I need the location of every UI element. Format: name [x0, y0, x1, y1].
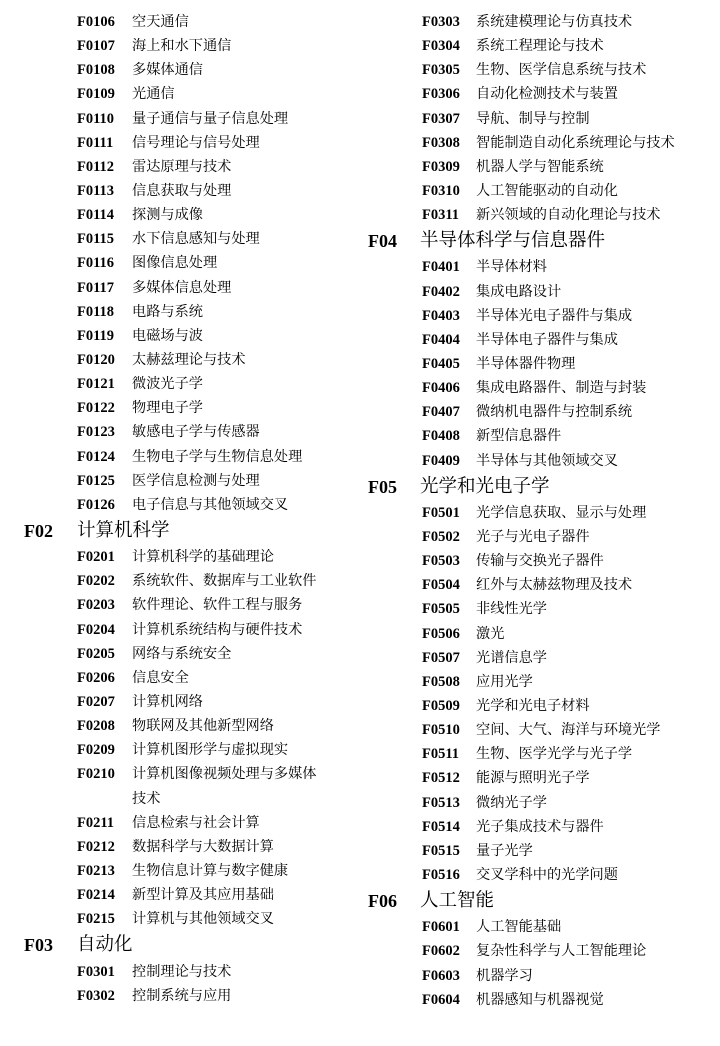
list-item	[362, 352, 720, 376]
item-label: 计算机系统结构与硬件技术	[132, 621, 303, 638]
item-code: F0210	[77, 766, 115, 783]
list-item	[0, 469, 362, 493]
item-code: F0310	[422, 182, 460, 199]
list-item	[0, 545, 362, 569]
item-code: F0209	[77, 742, 115, 759]
list-item	[0, 155, 362, 179]
item-code: F0205	[77, 645, 115, 662]
right-column	[362, 10, 720, 1012]
list-item	[362, 597, 720, 621]
item-code: F0201	[77, 549, 115, 566]
item-label: 机器感知与机器视觉	[476, 991, 604, 1008]
item-label: 多媒体通信	[132, 62, 203, 79]
list-item	[362, 58, 720, 82]
list-item	[362, 82, 720, 106]
item-label: 复杂性科学与人工智能理论	[476, 943, 647, 960]
section-code: F05	[368, 476, 397, 497]
item-code: F0303	[422, 14, 460, 30]
list-item	[362, 988, 720, 1012]
list-item	[0, 762, 362, 786]
item-label: 能源与照明光子学	[476, 770, 590, 787]
item-label: 医学信息检测与处理	[132, 472, 260, 489]
list-item	[0, 984, 362, 1008]
item-label: 半导体光电子器件与集成	[476, 307, 633, 324]
list-item	[362, 155, 720, 179]
item-label: 应用光学	[476, 673, 533, 690]
section-title: 人工智能	[420, 890, 495, 912]
list-item	[362, 449, 720, 473]
item-code: F0508	[422, 673, 460, 690]
list-item	[362, 280, 720, 304]
list-item	[0, 811, 362, 835]
list-item	[0, 372, 362, 396]
item-code: F0110	[77, 110, 115, 127]
item-label: 半导体电子器件与集成	[476, 331, 618, 348]
list-item	[362, 255, 720, 279]
item-label: 计算机网络	[132, 693, 203, 710]
item-label: 敏感电子学与传感器	[132, 424, 260, 441]
section-title: 半导体科学与信息器件	[420, 230, 606, 252]
item-label: 网络与系统安全	[132, 645, 232, 662]
list-item	[0, 276, 362, 300]
left-column	[0, 10, 362, 1008]
item-label: 半导体器件物理	[476, 356, 576, 373]
item-label: 物理电子学	[132, 400, 203, 417]
item-label: 人工智能驱动的自动化	[476, 182, 618, 199]
list-item	[0, 58, 362, 82]
item-label: 微波光子学	[132, 376, 203, 393]
list-item	[0, 348, 362, 372]
item-code: F0509	[422, 698, 460, 715]
item-code: F0116	[77, 255, 115, 272]
item-code: F0215	[77, 911, 115, 928]
list-item	[362, 766, 720, 790]
item-code: F0121	[77, 376, 115, 393]
section-title: 自动化	[77, 934, 133, 956]
list-item	[0, 593, 362, 617]
item-code: F0403	[422, 307, 460, 324]
item-code: F0513	[422, 794, 460, 811]
item-label: 新兴领域的自动化理论与技术	[476, 207, 661, 224]
item-label: 传输与交换光子器件	[476, 553, 604, 570]
item-label: 光子集成技术与器件	[476, 818, 604, 835]
item-label: 物联网及其他新型网络	[132, 718, 274, 735]
list-item	[362, 328, 720, 352]
list-item	[0, 203, 362, 227]
list-item-continuation	[0, 787, 362, 811]
list-item	[362, 646, 720, 670]
section-code: F06	[368, 891, 397, 912]
item-code: F0212	[77, 838, 115, 855]
item-code: F0302	[77, 987, 115, 1004]
item-code: F0112	[77, 158, 115, 175]
section-title: 光学和光电子学	[420, 475, 550, 497]
item-code: F0516	[422, 867, 460, 884]
item-label: 控制理论与技术	[132, 963, 232, 980]
item-label: 微纳光子学	[476, 794, 547, 811]
item-code: F0406	[422, 380, 460, 397]
list-item	[362, 549, 720, 573]
item-label: 光学信息获取、显示与处理	[476, 504, 647, 521]
list-item	[362, 501, 720, 525]
item-label: 图像信息处理	[132, 255, 218, 272]
section-heading	[362, 473, 720, 501]
list-item	[362, 791, 720, 815]
item-label: 数据科学与大数据计算	[132, 838, 274, 855]
list-item	[0, 82, 362, 106]
item-code: F0307	[422, 110, 460, 127]
section-title: 计算机科学	[77, 519, 170, 541]
item-label: 量子光学	[476, 842, 533, 859]
item-label: 集成电路器件、制造与封装	[476, 380, 647, 397]
list-item	[0, 859, 362, 883]
section-heading	[0, 931, 362, 959]
list-item	[0, 324, 362, 348]
item-label: 系统工程理论与技术	[476, 38, 604, 55]
item-code: F0115	[77, 231, 115, 248]
item-code: F0309	[422, 158, 460, 175]
item-code: F0505	[422, 601, 460, 618]
section-code: F03	[24, 935, 53, 956]
item-code: F0511	[422, 746, 460, 763]
item-code: F0602	[422, 943, 460, 960]
item-code: F0202	[77, 573, 115, 590]
item-code: F0203	[77, 597, 115, 614]
list-item	[362, 304, 720, 328]
list-item	[362, 203, 720, 227]
item-code: F0111	[77, 134, 114, 151]
item-label: 光学和光电子材料	[476, 698, 590, 715]
item-code: F0507	[422, 649, 460, 666]
item-code: F0401	[422, 259, 460, 276]
item-label: 空间、大气、海洋与环境光学	[476, 722, 661, 739]
item-code: F0109	[77, 86, 115, 103]
list-item	[0, 883, 362, 907]
section-code: F02	[24, 520, 53, 541]
item-label: 电子信息与其他领域交叉	[132, 496, 289, 513]
item-code: F0107	[77, 38, 115, 55]
item-code: F0311	[422, 207, 460, 224]
section-heading	[362, 227, 720, 255]
item-code: F0301	[77, 963, 115, 980]
item-label: 电磁场与波	[132, 327, 203, 344]
item-label: 计算机图像视频处理与多媒体	[132, 766, 317, 783]
item-code: F0117	[77, 279, 115, 296]
list-item	[362, 915, 720, 939]
list-item	[0, 569, 362, 593]
item-code: F0306	[422, 86, 460, 103]
item-code: F0113	[77, 182, 115, 199]
list-item	[0, 690, 362, 714]
list-item	[0, 714, 362, 738]
section-code: F04	[368, 231, 397, 252]
list-item	[0, 251, 362, 275]
list-item	[0, 227, 362, 251]
section-heading	[362, 887, 720, 915]
item-label: 海上和水下通信	[132, 38, 232, 55]
item-code: F0118	[77, 303, 115, 320]
item-code: F0515	[422, 842, 460, 859]
item-label: 计算机与其他领域交叉	[132, 911, 274, 928]
item-label: 半导体与其他领域交叉	[476, 452, 618, 469]
list-item	[362, 424, 720, 448]
item-label: 生物、医学光学与光子学	[476, 746, 633, 763]
item-code: F0501	[422, 504, 460, 521]
list-item	[0, 34, 362, 58]
item-label: 计算机科学的基础理论	[132, 549, 274, 566]
item-label: 雷达原理与技术	[132, 158, 232, 175]
item-label: 生物、医学信息系统与技术	[476, 62, 647, 79]
item-code: F0604	[422, 991, 460, 1008]
item-label: 探测与成像	[132, 207, 203, 224]
list-item	[0, 107, 362, 131]
item-label: 非线性光学	[476, 601, 547, 618]
item-label: 红外与太赫兹物理及技术	[476, 577, 633, 594]
item-label: 控制系统与应用	[132, 987, 232, 1004]
item-label: 软件理论、软件工程与服务	[132, 597, 303, 614]
item-code: F0126	[77, 496, 115, 513]
item-code: F0120	[77, 351, 115, 368]
list-item	[362, 839, 720, 863]
item-label: 集成电路设计	[476, 283, 562, 300]
item-label: 系统软件、数据库与工业软件	[132, 573, 317, 590]
item-label: 光谱信息学	[476, 649, 547, 666]
item-code: F0213	[77, 862, 115, 879]
list-item	[0, 907, 362, 931]
item-label: 信息安全	[132, 669, 189, 686]
list-item	[362, 131, 720, 155]
list-item	[362, 939, 720, 963]
list-item	[362, 742, 720, 766]
item-label: 自动化检测技术与装置	[476, 86, 618, 103]
item-code: F0119	[77, 327, 115, 344]
item-code: F0305	[422, 62, 460, 79]
item-label: 技术	[132, 790, 161, 807]
item-label: 计算机图形学与虚拟现实	[132, 742, 289, 759]
item-label: 太赫兹理论与技术	[132, 351, 246, 368]
item-label: 导航、制导与控制	[476, 110, 590, 127]
list-item	[0, 420, 362, 444]
item-code: F0125	[77, 472, 115, 489]
item-code: F0512	[422, 770, 460, 787]
list-item	[362, 863, 720, 887]
list-item	[0, 10, 362, 34]
item-code: F0514	[422, 818, 460, 835]
item-code: F0601	[422, 919, 460, 936]
item-code: F0404	[422, 331, 460, 348]
item-label: 量子通信与量子信息处理	[132, 110, 289, 127]
item-code: F0504	[422, 577, 460, 594]
item-code: F0122	[77, 400, 115, 417]
list-item	[0, 445, 362, 469]
list-item	[362, 622, 720, 646]
item-label: 新型信息器件	[476, 428, 562, 445]
list-item	[362, 718, 720, 742]
item-label: 空天通信	[132, 14, 189, 30]
item-label: 机器人学与智能系统	[476, 158, 604, 175]
item-label: 半导体材料	[476, 259, 547, 276]
item-code: F0502	[422, 529, 460, 546]
list-item	[0, 396, 362, 420]
item-label: 机器学习	[476, 967, 533, 984]
list-item	[362, 376, 720, 400]
item-code: F0603	[422, 967, 460, 984]
item-code: F0207	[77, 693, 115, 710]
item-label: 生物电子学与生物信息处理	[132, 448, 303, 465]
item-code: F0108	[77, 62, 115, 79]
list-item	[362, 573, 720, 597]
item-label: 生物信息计算与数字健康	[132, 862, 289, 879]
list-item	[362, 179, 720, 203]
list-item	[0, 666, 362, 690]
item-code: F0506	[422, 625, 460, 642]
item-code: F0106	[77, 14, 115, 30]
item-label: 人工智能基础	[476, 919, 562, 936]
item-label: 微纳机电器件与控制系统	[476, 404, 633, 421]
list-item	[0, 131, 362, 155]
list-item	[0, 179, 362, 203]
item-code: F0208	[77, 718, 115, 735]
item-label: 信息获取与处理	[132, 182, 232, 199]
list-item	[362, 694, 720, 718]
item-code: F0409	[422, 452, 460, 469]
list-item	[362, 815, 720, 839]
list-item	[0, 960, 362, 984]
section-heading	[0, 517, 362, 545]
list-item	[362, 10, 720, 34]
item-code: F0405	[422, 356, 460, 373]
item-label: 光子与光电子器件	[476, 529, 590, 546]
item-code: F0206	[77, 669, 115, 686]
item-code: F0204	[77, 621, 115, 638]
item-code: F0211	[77, 814, 115, 831]
item-label: 光通信	[132, 86, 175, 103]
item-code: F0503	[422, 553, 460, 570]
list-item	[362, 964, 720, 988]
item-label: 信息检索与社会计算	[132, 814, 260, 831]
list-item	[0, 738, 362, 762]
list-item	[0, 642, 362, 666]
item-label: 电路与系统	[132, 303, 203, 320]
item-label: 水下信息感知与处理	[132, 231, 260, 248]
list-item	[0, 835, 362, 859]
item-code: F0407	[422, 404, 460, 421]
item-code: F0214	[77, 887, 115, 904]
item-label: 多媒体信息处理	[132, 279, 232, 296]
list-item	[362, 107, 720, 131]
list-item	[362, 670, 720, 694]
item-label: 系统建模理论与仿真技术	[476, 14, 633, 30]
item-code: F0510	[422, 722, 460, 739]
item-label: 新型计算及其应用基础	[132, 887, 274, 904]
list-item	[0, 493, 362, 517]
item-code: F0124	[77, 448, 115, 465]
item-label: 智能制造自动化系统理论与技术	[476, 134, 675, 151]
item-code: F0304	[422, 38, 460, 55]
item-code: F0308	[422, 134, 460, 151]
list-item	[362, 34, 720, 58]
item-label: 交叉学科中的光学问题	[476, 867, 618, 884]
item-label: 激光	[476, 625, 505, 642]
item-code: F0408	[422, 428, 460, 445]
list-item	[0, 618, 362, 642]
item-code: F0402	[422, 283, 460, 300]
list-item	[362, 525, 720, 549]
item-code: F0123	[77, 424, 115, 441]
item-code: F0114	[77, 207, 115, 224]
list-item	[362, 400, 720, 424]
list-item	[0, 300, 362, 324]
item-label: 信号理论与信号处理	[132, 134, 260, 151]
